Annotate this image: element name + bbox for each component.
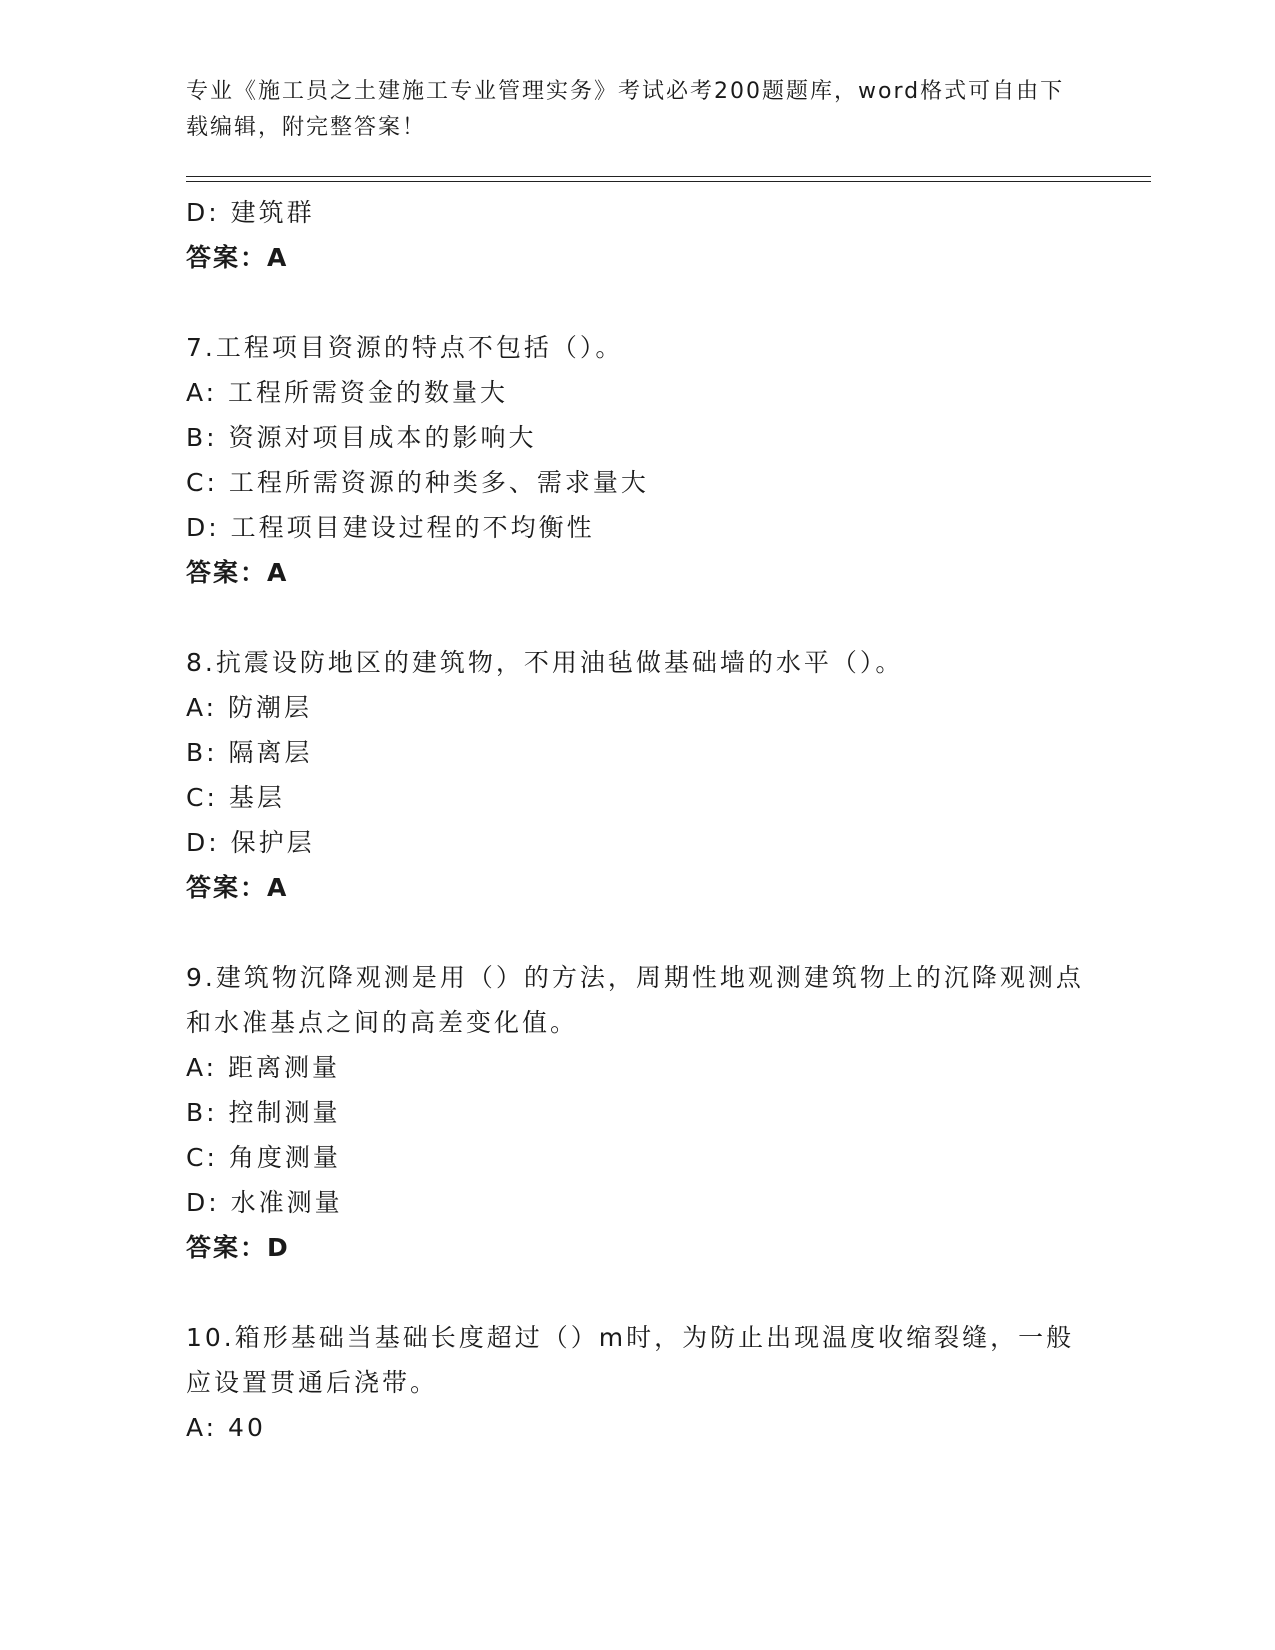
option-line: D: 工程项目建设过程的不均衡性 [186, 513, 595, 542]
option-line: D: 水准测量 [186, 1188, 343, 1217]
answer-line: 答案：A [186, 873, 289, 902]
question-block [186, 955, 1086, 1271]
option-line: C: 角度测量 [186, 1143, 341, 1172]
option-line: A: 距离测量 [186, 1053, 341, 1082]
option-line: A: 40 [186, 1413, 266, 1442]
question-stem: 7.工程项目资源的特点不包括（）。 [186, 333, 624, 362]
question-block [186, 640, 1086, 911]
option-line: B: 控制测量 [186, 1098, 341, 1127]
header-divider [186, 176, 1151, 182]
answer-line: 答案：A [186, 558, 289, 587]
answer-line: 答案：D [186, 1233, 290, 1262]
option-line: D: 建筑群 [186, 198, 315, 227]
option-line: C: 基层 [186, 783, 285, 812]
answer-line: 答案：A [186, 243, 289, 272]
option-line: B: 资源对项目成本的影响大 [186, 423, 537, 452]
document-header: 专业《施工员之土建施工专业管理实务》考试必考200题题库，word格式可自由下载编辑，附完整答案！ [186, 79, 1065, 140]
question-stem: 9.建筑物沉降观测是用（）的方法，周期性地观测建筑物上的沉降观测点和水准基点之间的高差变化值。 [186, 963, 1084, 1037]
option-line: B: 隔离层 [186, 738, 313, 767]
question-block [186, 325, 1086, 596]
document-body [186, 190, 1086, 1450]
question-block [186, 1315, 1086, 1450]
option-line: A: 防潮层 [186, 693, 313, 722]
option-line: A: 工程所需资金的数量大 [186, 378, 509, 407]
option-line: C: 工程所需资源的种类多、需求量大 [186, 468, 649, 497]
question-stem: 8.抗震设防地区的建筑物，不用油毡做基础墙的水平（）。 [186, 648, 904, 677]
option-line: D: 保护层 [186, 828, 315, 857]
question-stem: 10.箱形基础当基础长度超过（）m时，为防止出现温度收缩裂缝，一般应设置贯通后浇带。 [186, 1323, 1075, 1397]
